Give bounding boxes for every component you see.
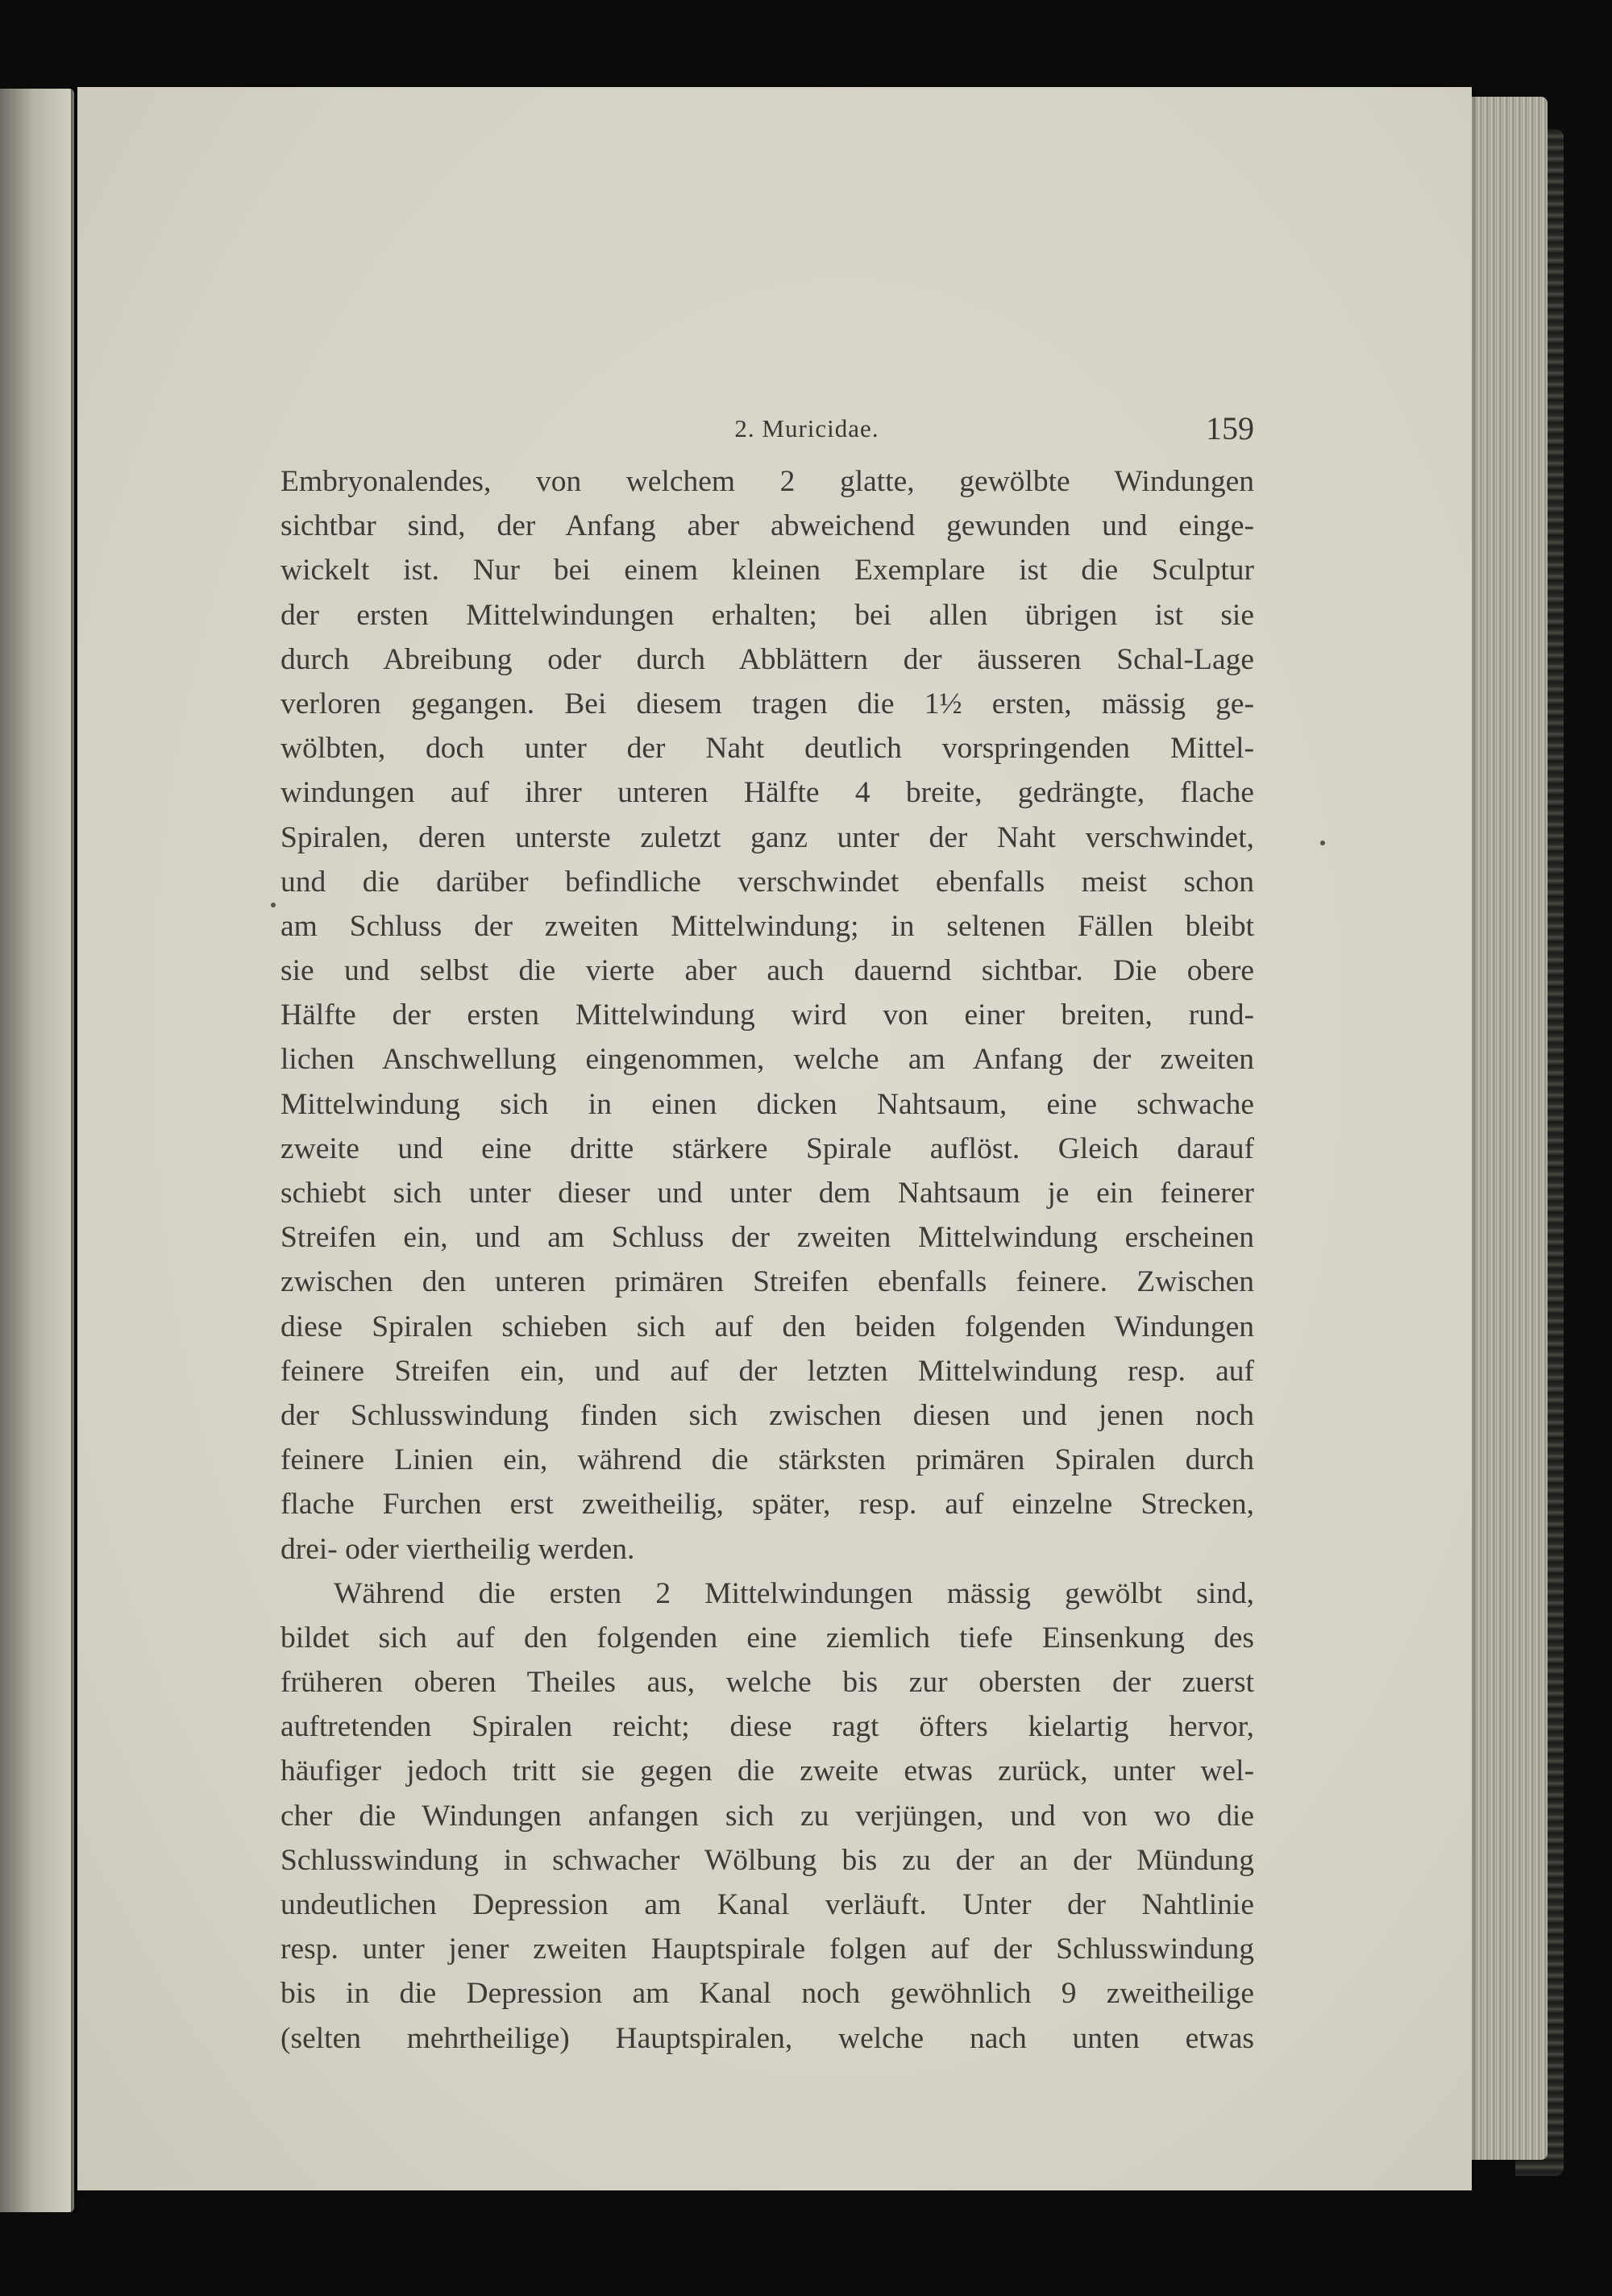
- running-title: 2. Muricidae.: [734, 414, 879, 442]
- text-line: lichen Anschwellung eingenommen, welche am Anfang der zweiten: [280, 1043, 1254, 1077]
- text-line: bildet sich auf den folgenden eine ziemlich tiefe Einsenkung des: [280, 1621, 1254, 1655]
- text-line: der ersten Mittelwindungen erhalten; bei allen übrigen ist sie: [280, 598, 1254, 632]
- text-line: und die darüber befindliche verschwindet ebenfalls meist schon: [280, 865, 1254, 899]
- text-line: diese Spiralen schieben sich auf den beiden folgenden Windungen: [280, 1310, 1254, 1343]
- text-line: zwischen den unteren primären Streifen ebenfalls feinere. Zwischen: [280, 1265, 1254, 1299]
- paragraph-start-line: Während die ersten 2 Mittelwindungen mässig gewölbt sind,: [334, 1576, 1254, 1610]
- paragraph-end-line: drei- oder viertheilig werden.: [280, 1532, 635, 1566]
- text-line: früheren oberen Theiles aus, welche bis zur obersten der zuerst: [280, 1666, 1254, 1700]
- text-line: Spiralen, deren unterste zuletzt ganz unter der Naht verschwindet,: [280, 820, 1254, 854]
- body-text: [280, 459, 1254, 2061]
- text-line: sie und selbst die vierte aber auch dauernd sichtbar. Die obere: [280, 954, 1254, 988]
- left-page-edge: [0, 89, 74, 2212]
- text-line: wölbten, doch unter der Naht deutlich vorspringenden Mittel-: [280, 732, 1254, 766]
- text-line: feinere Linien ein, während die stärksten primären Spiralen durch: [280, 1443, 1254, 1477]
- running-head: [359, 409, 1254, 450]
- book-page: [77, 87, 1472, 2190]
- text-line: auftretenden Spiralen reicht; diese ragt öfters kielartig hervor,: [280, 1710, 1254, 1744]
- text-line: verloren gegangen. Bei diesem tragen die 1½ ersten, mässig ge-: [280, 687, 1254, 720]
- text-line: cher die Windungen anfangen sich zu verjüngen, und von wo die: [280, 1799, 1254, 1833]
- text-line: durch Abreibung oder durch Abblättern der äusseren Schal-Lage: [280, 642, 1254, 676]
- text-line: Mittelwindung sich in einen dicken Nahtsaum, eine schwache: [280, 1087, 1254, 1121]
- text-line: flache Furchen erst zweitheilig, später, resp. auf einzelne Strecken,: [280, 1488, 1254, 1522]
- text-line: windungen auf ihrer unteren Hälfte 4 breite, gedrängte, flache: [280, 776, 1254, 810]
- text-line: zweite und eine dritte stärkere Spirale auflöst. Gleich darauf: [280, 1131, 1254, 1165]
- text-line: häufiger jedoch tritt sie gegen die zweite etwas zurück, unter wel-: [280, 1754, 1254, 1788]
- stray-ink-dot: [1320, 841, 1325, 845]
- text-line: (selten mehrtheilige) Hauptspiralen, welche nach unten etwas: [280, 2021, 1254, 2055]
- text-line: Hälfte der ersten Mittelwindung wird von einer breiten, rund-: [280, 999, 1254, 1032]
- page-number: 159: [1206, 410, 1254, 446]
- text-line: am Schluss der zweiten Mittelwindung; in seltenen Fällen bleibt: [280, 909, 1254, 943]
- text-line: sichtbar sind, der Anfang aber abweichend gewunden und einge-: [280, 509, 1254, 543]
- text-line: bis in die Depression am Kanal noch gewöhnlich 9 zweitheilige: [280, 1977, 1254, 2011]
- text-line: wickelt ist. Nur bei einem kleinen Exemplare ist die Sculptur: [280, 554, 1254, 587]
- text-line: schiebt sich unter dieser und unter dem Nahtsaum je ein feinerer: [280, 1177, 1254, 1210]
- text-line: Embryonalendes, von welchem 2 glatte, gewölbte Windungen: [280, 465, 1254, 498]
- text-line: der Schlusswindung finden sich zwischen diesen und jenen noch: [280, 1398, 1254, 1432]
- text-line: resp. unter jener zweiten Hauptspirale folgen auf der Schlusswindung: [280, 1933, 1254, 1966]
- text-line: feinere Streifen ein, und auf der letzten Mittelwindung resp. auf: [280, 1354, 1254, 1388]
- text-line: Streifen ein, und am Schluss der zweiten Mittelwindung erscheinen: [280, 1221, 1254, 1255]
- stray-ink-dot: [271, 903, 276, 907]
- text-line: undeutlichen Depression am Kanal verläuft. Unter der Nahtlinie: [280, 1888, 1254, 1921]
- text-line: Schlusswindung in schwacher Wölbung bis zu der an der Mündung: [280, 1843, 1254, 1877]
